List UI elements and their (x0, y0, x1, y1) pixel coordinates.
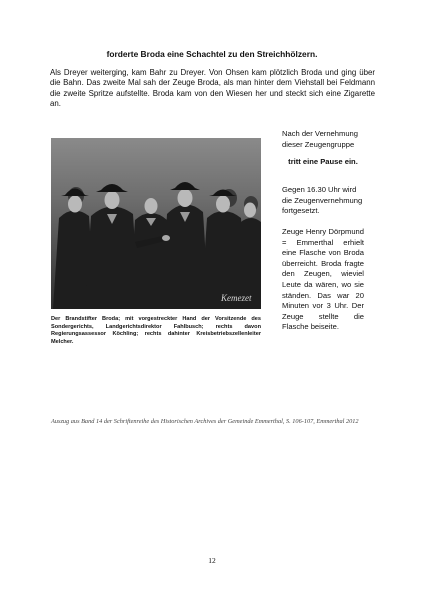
page-heading: forderte Broda eine Schachtel zu den Streichhölzern. (106, 49, 318, 59)
photo-caption: Der Brandstifter Broda; mit vorgestreckter Hand der Vorsitzende des Sondergerichts, Landgerichtsdirektor Fahlbusch; rechts davon Regierungsassessor Köchling; rechts dahinter Kreisbetriebszellenleiter Melcher. (51, 316, 261, 345)
source-citation: Auszug aus Band 14 der Schriftenreihe des Historischen Archives der Gemeinde Emmerthal, S. 106-107, Emmerthal 2012 (51, 418, 359, 425)
photo-inscription: Kemezet (221, 293, 252, 303)
group-photo-illustration (51, 138, 261, 309)
side-note-witness: Zeuge Henry Dörpmund = Emmerthal erhielt eine Flasche von Broda überreicht. Broda fragte den Zeugen, wieviel Leute da wären, wo sie ständen. Das war 20 Minuten vor 3 Uhr. Der Zeuge stellte die Flasche beiseite. (282, 227, 364, 332)
side-note-resume: Gegen 16.30 Uhr wird die Zeugenvernehmung fortgesetzt. (282, 185, 363, 216)
side-note-1: Nach der Vernehmung dieser Zeugengruppe (282, 129, 358, 149)
intro-paragraph: Als Dreyer weiterging, kam Bahr zu Dreyer. Von Ohsen kam plötzlich Broda und ging über die Bahn. Das zweite Mal sah der Zeuge Broda, als man hinter dem Viehstall bei Feldmann die zweite Spritze aufstellte. Broda kam von den Wiesen her und steckt sich eine Zigarette an. (50, 68, 375, 109)
page-number: 12 (208, 556, 216, 565)
side-note-pause: tritt eine Pause ein. (288, 157, 358, 166)
historical-photo (51, 138, 261, 309)
